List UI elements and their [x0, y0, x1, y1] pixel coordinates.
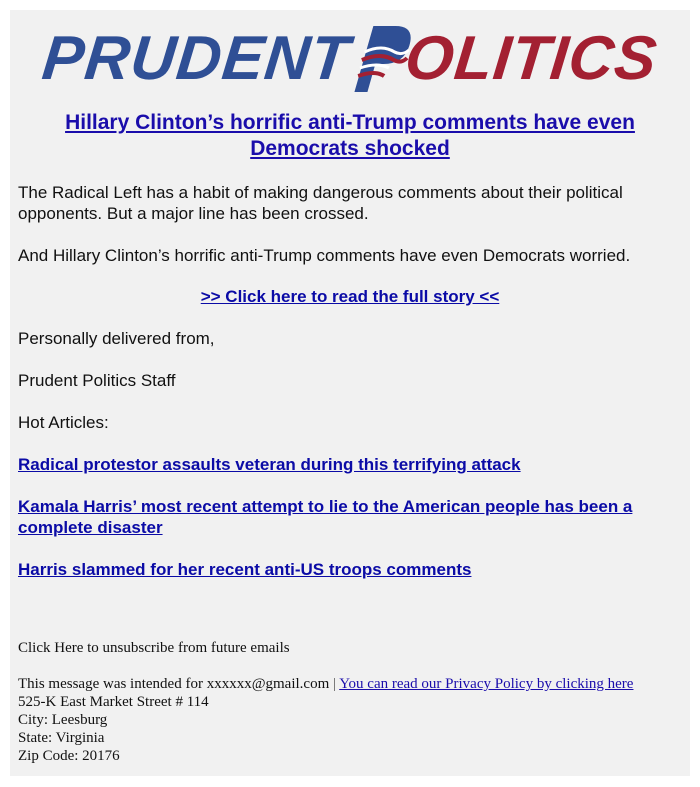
intended-text: This message was intended for xxxxxx@gmail.com [18, 676, 330, 692]
hot-article-link-2[interactable]: Kamala Harris’ most recent attempt to lie to the American people has been a complete disaster [18, 497, 633, 537]
list-item [18, 496, 682, 538]
headline-link[interactable]: Hillary Clinton’s horrific anti-Trump comments have even Democrats shocked [65, 111, 635, 160]
email-body [10, 10, 690, 776]
hot-article-link-1[interactable]: Radical protestor assaults veteran during this terrifying attack [18, 455, 521, 474]
list-item [18, 454, 682, 475]
brand-logo[interactable] [13, 12, 687, 104]
address-city: City: Leesburg [18, 712, 108, 728]
address-zip: Zip Code: 20176 [18, 748, 120, 764]
separator: | [333, 676, 337, 692]
intro-paragraph: The Radical Left has a habit of making dangerous comments about their political opponents. But a major line has been crossed. [18, 183, 623, 223]
address-state: State: Virginia [18, 730, 105, 746]
intended-recipient [18, 675, 682, 693]
hot-articles-list [18, 454, 682, 580]
address-street: 525-K East Market Street # 114 [18, 694, 209, 710]
privacy-policy-link[interactable]: You can read our Privacy Policy by clicking here [339, 676, 634, 692]
hot-articles-heading: Hot Articles: [18, 413, 109, 432]
postal-address [18, 693, 682, 765]
list-item [18, 559, 682, 580]
logo-word-prudent: PRUDENT [39, 23, 354, 93]
read-full-story-link[interactable]: >> Click here to read the full story << [200, 287, 500, 306]
unsubscribe-text[interactable]: Click Here to unsubscribe from future emails [18, 640, 290, 656]
hot-article-link-3[interactable]: Harris slammed for her recent anti-US troops comments [18, 560, 472, 579]
signoff: Personally delivered from, [18, 329, 215, 348]
signature: Prudent Politics Staff [18, 371, 176, 390]
headline [38, 110, 662, 162]
second-paragraph: And Hillary Clinton’s horrific anti-Trump comments have even Democrats worried. [18, 246, 631, 265]
cta [18, 287, 682, 307]
logo-word-politics: OLITICS [401, 23, 661, 93]
